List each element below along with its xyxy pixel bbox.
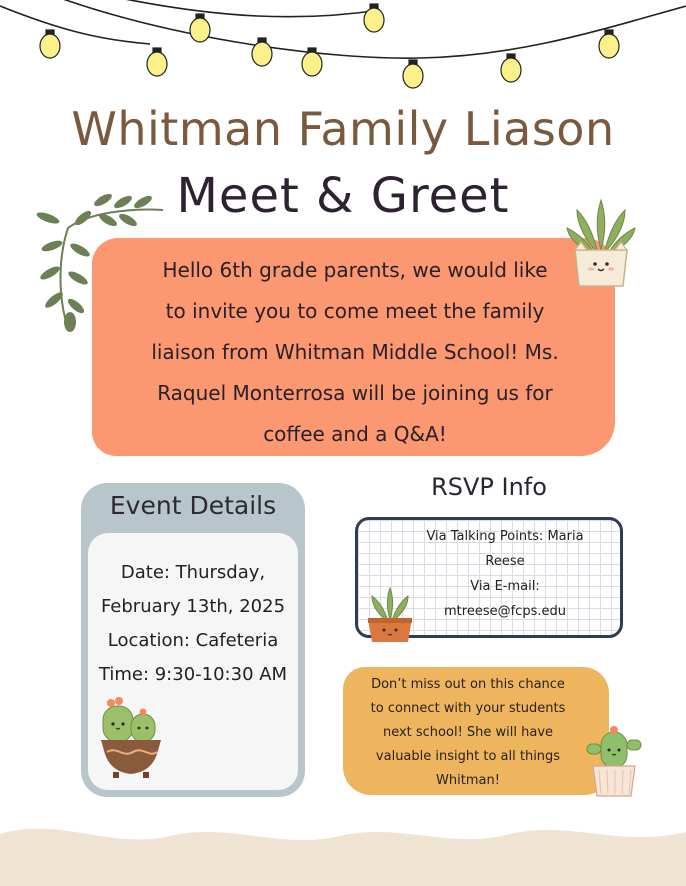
rsvp-line: Via E-mail:: [470, 579, 540, 594]
reminder-line: next school! She will have: [382, 725, 554, 740]
intro-line: Hello 6th grade parents, we would like: [162, 258, 548, 282]
reminder-line: Whitman!: [436, 773, 500, 788]
intro-line: Raquel Monterrosa will be joining us for: [157, 381, 553, 405]
rsvp-email: mtreese@fcps.edu: [444, 604, 566, 619]
intro-text: [100, 250, 610, 455]
reminder-line: valuable insight to all things: [375, 749, 561, 764]
intro-line: to invite you to come meet the family: [165, 299, 545, 323]
wave-border: [0, 820, 686, 886]
cactus-pot-icon: [581, 722, 647, 798]
rsvp-line: Reese: [485, 554, 525, 569]
event-date-line: February 13th, 2025: [100, 596, 286, 617]
page-title: Whitman Family Liason: [71, 102, 615, 156]
rsvp-line: Via Talking Points: Maria: [426, 529, 584, 544]
potted-succulent-icon: [362, 586, 418, 646]
intro-line: liaison from Whitman Middle School! Ms.: [151, 340, 559, 364]
page-subtitle: Meet & Greet: [176, 168, 510, 224]
reminder-line: to connect with your students: [370, 701, 566, 716]
potted-plant-icon: [565, 198, 637, 290]
event-location: Location: Cafeteria: [107, 630, 279, 651]
event-details-heading: Event Details: [109, 491, 277, 520]
event-time: Time: 9:30-10:30 AM: [98, 664, 288, 685]
intro-line: coffee and a Q&A!: [263, 422, 447, 446]
string-lights-icon: [0, 0, 686, 110]
rsvp-heading: RSVP Info: [431, 473, 547, 501]
event-date-line: Date: Thursday,: [120, 562, 266, 583]
reminder-line: Don’t miss out on this chance: [371, 677, 565, 692]
cactus-pot-icon: [97, 694, 167, 778]
